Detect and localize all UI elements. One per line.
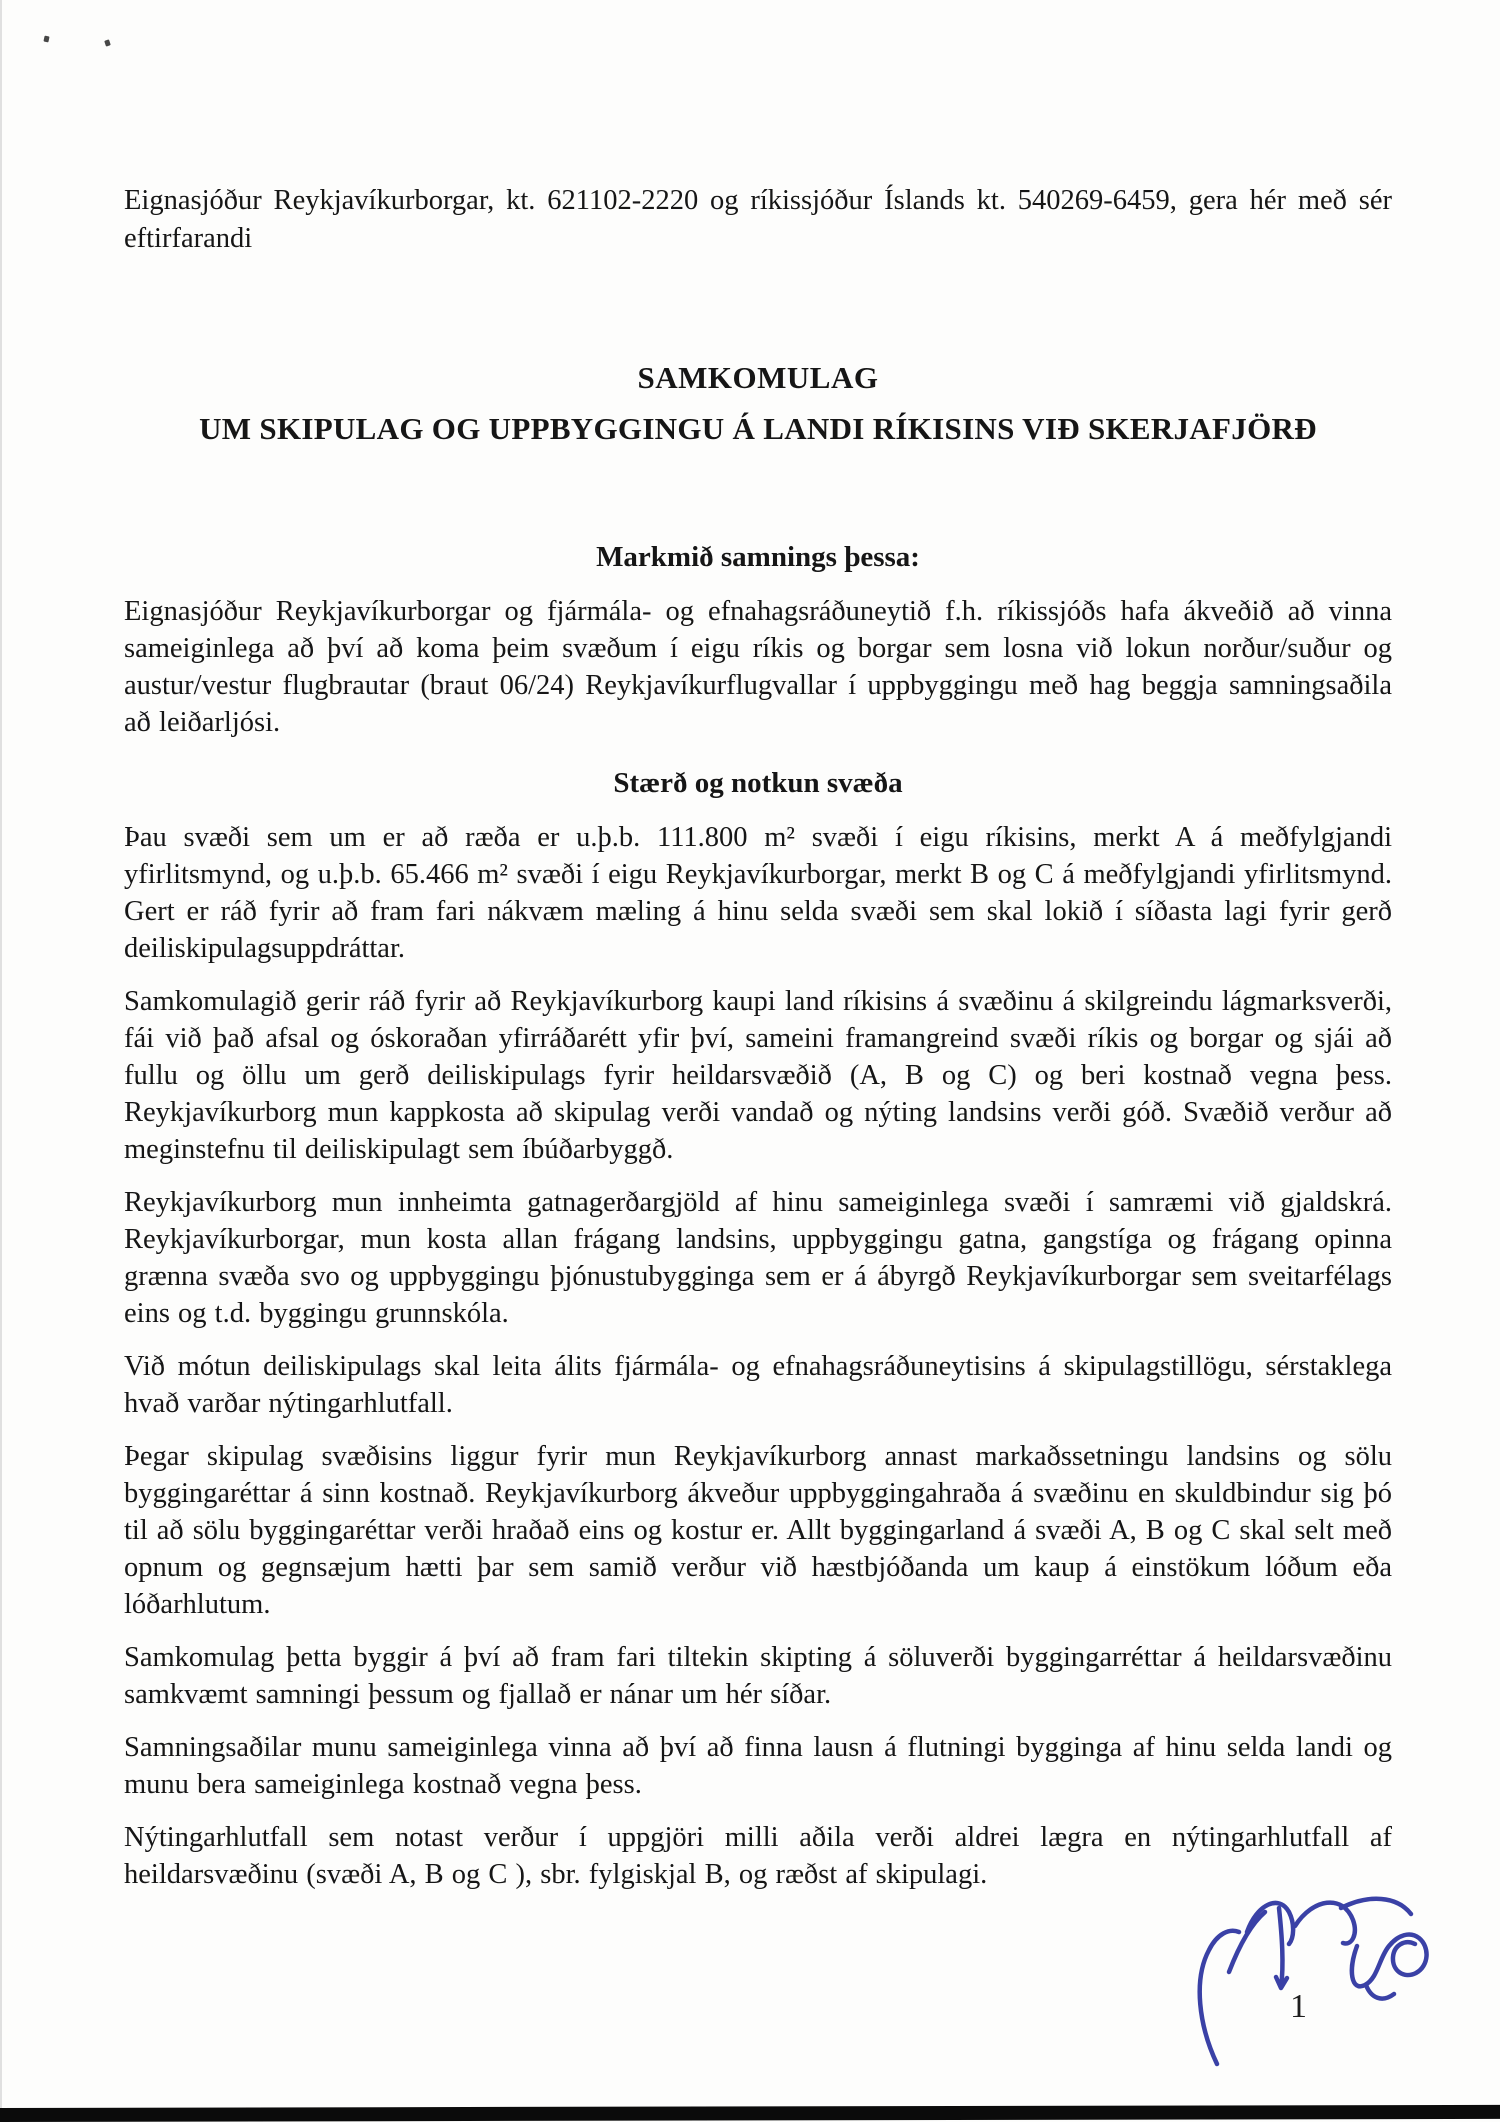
title-line-2: UM SKIPULAG OG UPPBYGGINGU Á LANDI RÍKISINS VIÐ SKERJAFJÖRÐ [199, 411, 1317, 446]
scan-speck [43, 36, 49, 43]
paragraph: Við mótun deiliskipulags skal leita álits fjármála- og efnahagsráðuneytisins á skipulagstillögu, sérstaklega hvað varðar nýtingarhlutfall. [124, 1351, 1392, 1419]
signature-stroke [1229, 1912, 1265, 1972]
intro-paragraph: Eignasjóður Reykjavíkurborgar, kt. 621102-2220 og ríkissjóður Íslands kt. 540269-6459, gera hér með sér eftirfarandi [124, 185, 1392, 254]
signature-stroke [1295, 1903, 1355, 1944]
paragraph: Eignasjóður Reykjavíkurborgar og fjármála- og efnahagsráðuneytið f.h. ríkissjóðs hafa ákveðið að vinna sameiginlega að því að koma þeim svæðum í eigu ríkis og borgar sem losna við lokun norður/suður og austur/vestur flugbrautar (braut 06/24) Reykjavíkurflugvallar í uppbyggingu með hag beggja samningsaðila að leiðarljósi. [124, 596, 1392, 738]
signature-scribble [1193, 1886, 1449, 2082]
paragraph: Þegar skipulag svæðisins liggur fyrir mun Reykjavíkurborg annast markaðssetningu landsins og sölu byggingaréttar á sinn kostnað. Reykjavíkurborg ákveður uppbyggingahraða á svæðinu en skuldbindur sig þó til að sölu byggingaréttar verði hraðað eins og kostur er. Allt byggingarland á svæði A, B og C skal selt með opnum og gegnsæjum hætti þar sem samið verður við hæstbjóðanda um kaup á einstökum lóðum eða lóðarhlutum. [124, 1441, 1392, 1620]
signature-stroke [1352, 1935, 1427, 1987]
title-line-1: SAMKOMULAG [637, 360, 879, 395]
section-heading-staerd: Stærð og notkun svæða [613, 767, 903, 799]
paragraph: Samkomulagið gerir ráð fyrir að Reykjavíkurborg kaupi land ríkisins á svæðinu á skilgreindu lágmarksverði, fái við það afsal og óskoraðan yfirráðarétt yfir því, sameini framangreind svæði ríkis og borgar og sjái að fullu og öllu um gerð deiliskipulags fyrir heildarsvæðið (A, B og C) og beri kostnað vegna þess. Reykjavíkurborg mun kappkosta að skipulag verði vandað og nýting landsins verði góð. Svæðið verður að meginstefnu til deiliskipulagt sem íbúðarbyggð. [124, 986, 1392, 1165]
signature-stroke [1200, 1931, 1239, 2064]
scan-edge-bar [0, 2105, 1500, 2122]
document-body [124, 182, 1392, 1893]
page-number: 1 [1290, 1988, 1307, 2025]
paragraph: Samkomulag þetta byggir á því að fram fari tiltekin skipting á söluverði byggingarréttar á heildarsvæðinu samkvæmt samningi þessum og fjallað er nánar um hér síðar. [124, 1642, 1392, 1710]
signature-stroke [1366, 1985, 1394, 1999]
handwritten-signature-initials [1193, 1886, 1449, 2082]
paragraph: Reykjavíkurborg mun innheimta gatnagerðargjöld af hinu sameiginlega svæði í samræmi við gjaldskrá. Reykjavíkurborgar, mun kosta allan frágang landsins, uppbyggingu gatna, gangstíga og frágang opinna grænna svæða svo og uppbyggingu þjónustubygginga sem er á ábyrgð Reykjavíkurborgar sem sveitarfélags eins og t.d. byggingu grunnskóla. [124, 1187, 1392, 1329]
signature-stroke [1341, 1899, 1411, 1914]
document-title [124, 360, 1392, 447]
paragraph: Þau svæði sem um er að ræða er u.þ.b. 111.800 m² svæði í eigu ríkisins, merkt A á meðfylgjandi yfirlitsmynd, og u.þ.b. 65.466 m² svæði í eigu Reykjavíkurborgar, merkt B og C á meðfylgjandi yfirlitsmynd. Gert er ráð fyrir að fram fari nákvæm mæling á hinu selda svæði sem skal lokið í síðasta lagi fyrir gerð deiliskipulagsuppdráttar. [124, 822, 1392, 964]
scan-edge-shadow [0, 0, 2, 2122]
section-heading-markmid: Markmið samnings þessa: [596, 541, 920, 573]
signature-stroke [1276, 1908, 1287, 1988]
paragraph: Nýtingarhlutfall sem notast verður í uppgjöri milli aðila verði aldrei lægra en nýtingarhlutfall af heildarsvæðinu (svæði A, B og C ), sbr. fylgiskjal B, og ræðst af skipulagi. [124, 1822, 1392, 1890]
paragraph: Samningsaðilar munu sameiginlega vinna að því að finna lausn á flutningi bygginga af hinu selda landi og munu bera sameiginlega kostnað vegna þess. [124, 1732, 1392, 1800]
scan-speck [104, 39, 111, 46]
